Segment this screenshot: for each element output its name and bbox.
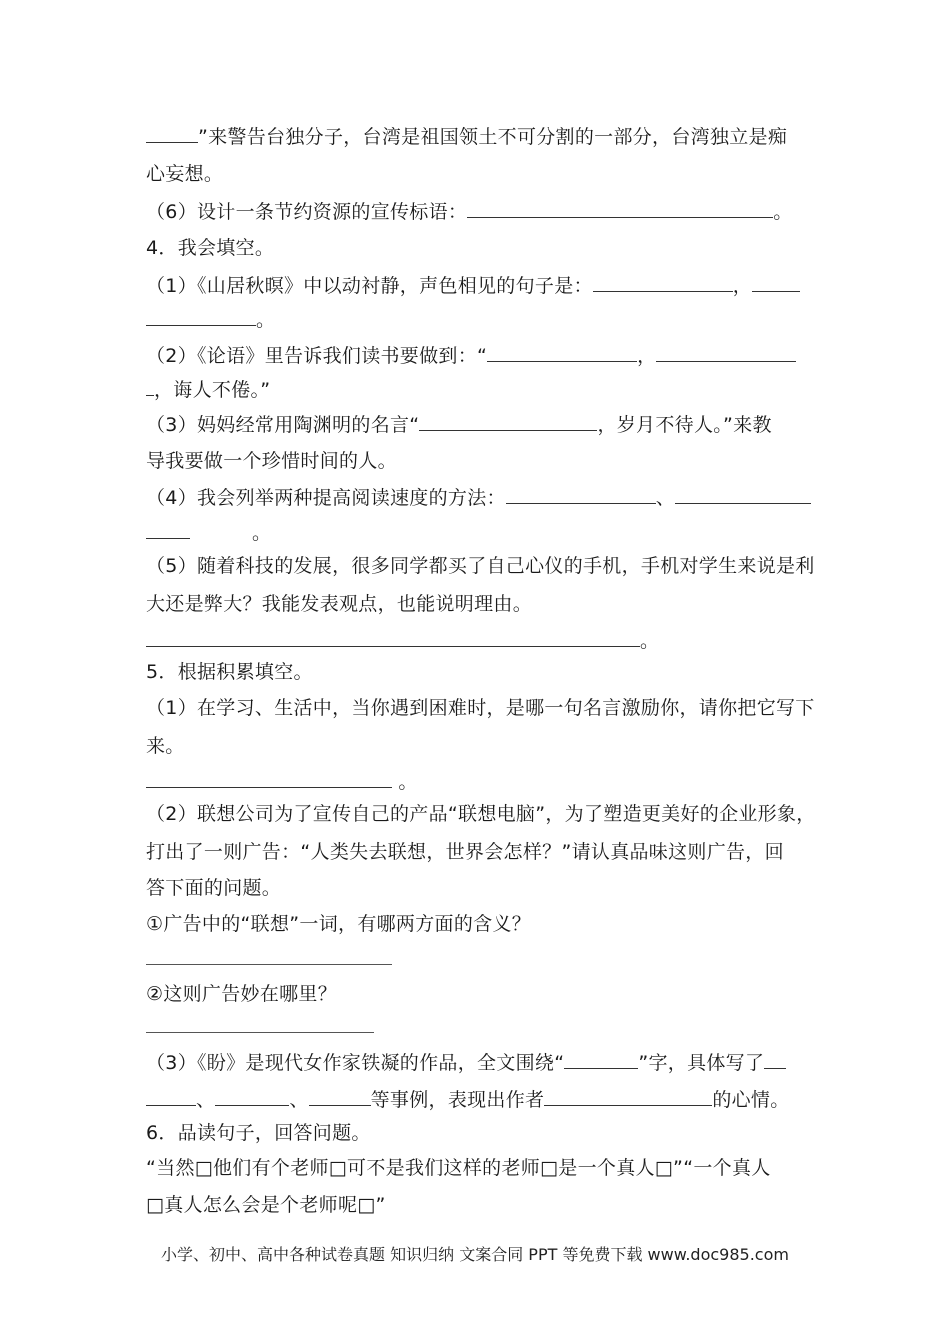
q5-item1-line1: （1）在学习、生活中，当你遇到困难时，是哪一句名言激励你，请你把它写下 (146, 697, 815, 719)
blank[interactable] (544, 1087, 712, 1106)
blank[interactable] (764, 1050, 786, 1069)
blank[interactable] (506, 485, 656, 504)
q5-item2-line2: 打出了一则广告：“人类失去联想，世界会怎样？”请认真品味这则广告，回 (146, 841, 784, 863)
q5-item1-line2: 来。 (146, 735, 185, 757)
blank[interactable] (564, 1050, 638, 1069)
blank[interactable] (656, 343, 796, 362)
blank[interactable] (146, 307, 256, 326)
q3-line-a: ”来警告台独分子，台湾是祖国领土不可分割的一部分，台湾独立是痴 (146, 124, 787, 149)
q5-item2-line3: 答下面的问题。 (146, 877, 282, 899)
q5-sub1: ①广告中的“联想”一词，有哪两方面的含义？ (146, 913, 532, 935)
q6-title: 6．品读句子，回答问题。 (146, 1122, 371, 1144)
answer-line[interactable] (146, 964, 392, 965)
q5-item3-line1: （3）《盼》是现代女作家铁凝的作品，全文围绕“ ”字，具体写了 (146, 1050, 786, 1075)
answer-line[interactable] (146, 769, 392, 788)
blank[interactable] (752, 273, 800, 292)
q3-item6: （6）设计一条节约资源的宣传标语： 。 (146, 201, 793, 223)
blank[interactable] (146, 124, 198, 143)
blank[interactable] (309, 1087, 371, 1106)
q4-item5-line1: （5）随着科技的发展，很多同学都买了自己心仪的手机，手机对学生来说是利 (146, 555, 815, 577)
q3-line-b: 心妄想。 (146, 163, 224, 185)
q6-line2: □真人怎么会是个老师呢□” (146, 1194, 386, 1216)
blank[interactable] (146, 520, 190, 539)
blank[interactable] (487, 343, 637, 362)
q5-title: 5．根据积累填空。 (146, 661, 313, 683)
blank[interactable] (593, 273, 733, 292)
blank[interactable] (146, 377, 154, 396)
q4-item3: （3）妈妈经常用陶渊明的名言“ ，岁月不待人。”来教 (146, 414, 772, 436)
blank[interactable] (467, 199, 773, 218)
q6-line1: “当然□他们有个老师□可不是我们这样的老师□是一个真人□”“一个真人 (146, 1157, 771, 1179)
q4-item1-cont: 。 (146, 307, 275, 332)
q5-item2-line1: （2）联想公司为了宣传自己的产品“联想电脑”，为了塑造更美好的企业形象， (146, 803, 816, 825)
blank[interactable] (419, 412, 597, 431)
answer-line[interactable] (146, 628, 640, 647)
answer-line[interactable] (146, 1032, 374, 1033)
q4-item1: （1）《山居秋暝》中以动衬静，声色相见的句子是： ， (146, 273, 800, 298)
q4-item2-cont: ，诲人不倦。” (146, 377, 270, 402)
q4-item2: （2）《论语》里告诉我们读书要做到：“ ， (146, 343, 796, 368)
blank[interactable] (675, 485, 811, 504)
q4-item5-answer: 。 (146, 628, 659, 653)
q4-item3-line2: 导我要做一个珍惜时间的人。 (146, 450, 397, 472)
q4-title: 4．我会填空。 (146, 237, 275, 259)
q4-item5-line2: 大还是弊大？我能发表观点，也能说明理由。 (146, 593, 533, 615)
page-footer: 小学、初中、高中各种试卷真题 知识归纳 文案合同 PPT 等免费下载 www.doc985.com (161, 1245, 789, 1264)
q5-item3-line2: 、 、 等事例，表现出作者 的心情。 (146, 1087, 790, 1112)
blank[interactable] (146, 1087, 196, 1106)
q5-sub2: ②这则广告妙在哪里？ (146, 983, 338, 1005)
q5-item1-answer: 。 (146, 769, 418, 794)
blank[interactable] (215, 1087, 289, 1106)
q4-item4-cont: 。 (146, 520, 271, 545)
q4-item4: （4）我会列举两种提高阅读速度的方法： 、 (146, 485, 811, 510)
